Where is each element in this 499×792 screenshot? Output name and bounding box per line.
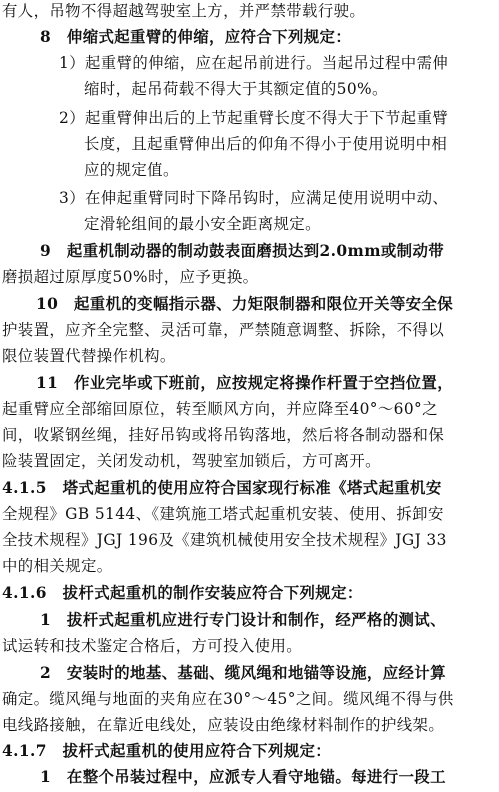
- clause-heading: 11 作业完毕或下班前，应按规定将操作杆置于空挡位置，: [36, 374, 453, 392]
- text-line: 定滑轮组间的最小安全距离规定。: [84, 215, 321, 233]
- text-line: 全技术规程》JGJ 196及《建筑机械使用安全技术规程》JGJ 33: [2, 531, 447, 549]
- section-heading: 4.1.7 拔杆式起重机的使用应符合下列规定：: [2, 742, 332, 760]
- text-line: 长度，且起重臂伸出后的仰角不得小于使用说明中相: [84, 135, 448, 153]
- text-line: 起重臂应全部缩回原位，转至顺风方向，并应降至40°～60°之: [2, 400, 438, 418]
- text-line: 2）起重臂伸出后的上节起重臂长度不得大于下节起重臂: [59, 109, 449, 127]
- text-line: 磨损超过原厚度50%时，应予更换。: [2, 268, 259, 286]
- clause-heading: 1 在整个吊装过程中，应派专人看守地锚。每进行一段工: [40, 768, 446, 786]
- text-line: 有人，吊物不得超越驾驶室上方，并严禁带载行驶。: [2, 2, 366, 20]
- text-line: 间，收紧钢丝绳，挂好吊钩或将吊钩落地，然后将各制动器和保: [2, 426, 445, 444]
- text-line: 险装置固定，关闭发动机，驾驶室加锁后，方可离开。: [2, 452, 381, 470]
- clause-heading: 1 拔杆式起重机应进行专门设计和制作，经严格的测试、: [40, 611, 446, 629]
- text-line: 电线路接触，在靠近电线处，应装设由绝缘材料制作的护线架。: [2, 716, 445, 734]
- section-heading: 4.1.5 塔式起重机的使用应符合国家现行标准《塔式起重机安: [2, 479, 442, 497]
- clause-heading: 9 起重机制动器的制动鼓表面磨损达到2.0mm或制动带: [40, 242, 445, 260]
- section-heading: 4.1.6 拔杆式起重机的制作安装应符合下列规定：: [2, 584, 363, 602]
- text-line: 1）起重臂的伸缩，应在起吊前进行。当起吊过程中需伸: [59, 54, 449, 72]
- text-line: 试运转和技术鉴定合格后，方可投入使用。: [2, 637, 303, 655]
- clause-heading: 10 起重机的变幅指示器、力矩限制器和限位开关等安全保: [36, 295, 453, 313]
- text-line: 缩时，起吊荷载不得大于其额定值的50%。: [84, 80, 388, 98]
- text-line: 中的相关规定。: [2, 557, 113, 575]
- text-line: 护装置，应齐全完整、灵活可靠，严禁随意调整、拆除，不得以: [2, 321, 445, 339]
- text-line: 确定。缆风绳与地面的夹角应在30°～45°之间。缆风绳不得与供: [2, 690, 454, 708]
- text-line: 应的规定值。: [84, 161, 179, 179]
- clause-heading: 8 伸缩式起重臂的伸缩，应符合下列规定：: [40, 28, 352, 46]
- text-line: 限位装置代替操作机构。: [2, 347, 176, 365]
- text-line: 3）在伸起重臂同时下降吊钩时，应满足使用说明中动、: [59, 189, 449, 207]
- clause-heading: 2 安装时的地基、基础、缆风绳和地锚等设施，应经计算: [40, 664, 446, 682]
- text-line: 全规程》GB 5144、《建筑施工塔式起重机安装、使用、拆卸安: [2, 505, 444, 523]
